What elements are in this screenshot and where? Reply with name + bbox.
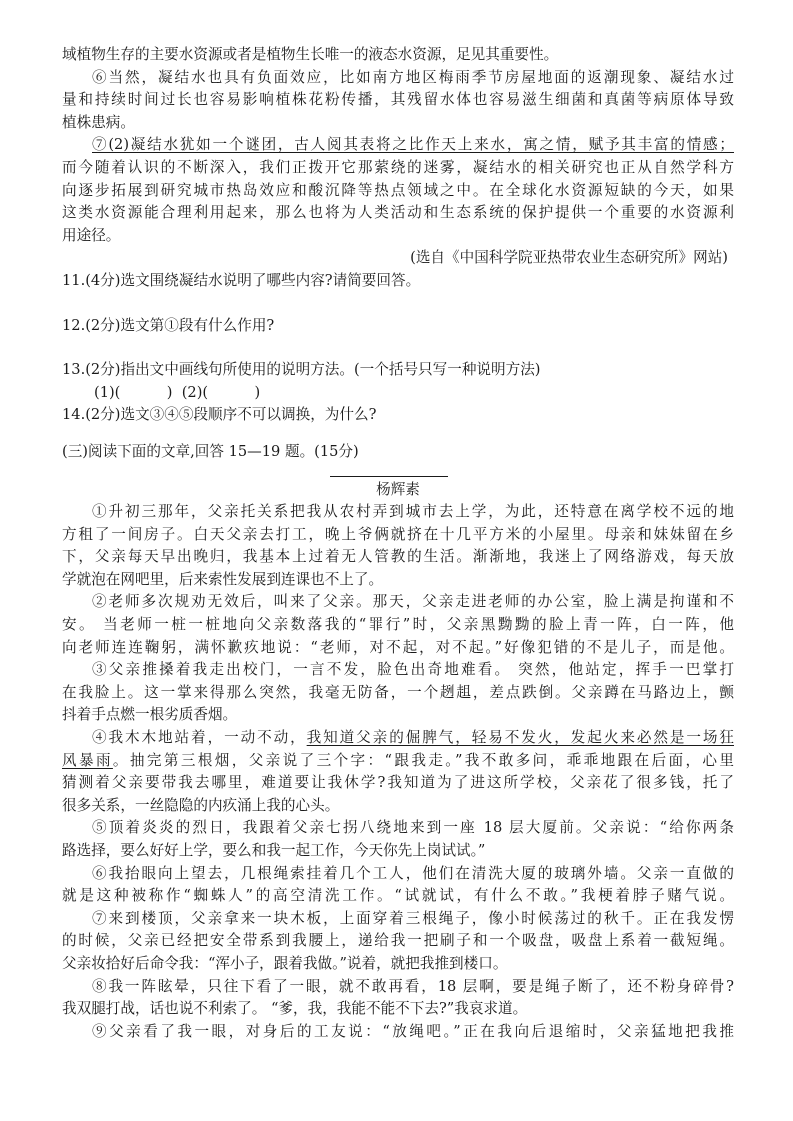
underlined-sentence: 我知道父亲的倔脾气，轻易不发火，发起火来必然是一场狂 xyxy=(306,729,734,747)
question-11: 11.(4分)选文围绕凝结水说明了哪些内容?请简要回答。 xyxy=(62,271,421,289)
story-line: ⑦来到楼顶，父亲拿来一块木板，上面穿着三根绳子，像小时候荡过的秋千。正在我发愣 xyxy=(92,909,734,927)
paragraph-7-line: 这类水资源能合理利用起来，那么也将为人类活动和生态系统的保护提供一个重要的水资源利 xyxy=(62,204,734,222)
question-14: 14.(2分)选文③④⑤段顺序不可以调换，为什么? xyxy=(62,406,377,424)
story-line: ③父亲推搡着我走出校门，一言不发，脸色出奇地难看。 突然，他站定，挥手一巴掌打 xyxy=(92,661,734,679)
story-line: ⑤顶着炎炎的烈日，我跟着父亲七拐八绕地来到一座 18 层大厦前。父亲说：“给你两条 xyxy=(92,819,734,837)
story-line: ⑧我一阵眩晕，只往下看了一眼，就不敢再看，18 层啊，要是绳子断了，还不粉身碎骨? xyxy=(92,977,734,995)
passage-line: 域植物生存的主要水资源或者是植物生长唯一的液态水资源，足见其重要性。 xyxy=(62,46,559,63)
section-3-heading: (三)阅读下面的文章,回答 15—19 题。(15分) xyxy=(62,442,359,460)
story-line: ②老师多次规劝无效后，叫来了父亲。那天，父亲走进老师的办公室，脸上满是拘谨和不 xyxy=(92,593,734,611)
document-page xyxy=(62,44,734,1043)
story-line: 学就泡在网吧里，后来索性发展到连课也不上了。 xyxy=(62,570,384,588)
author-name: 杨辉素 xyxy=(376,480,420,498)
paragraph-6-line: 量和持续时间过长也容易影响植株花粉传播，其残留水体也容易滋生细菌和真菌等病原体导致 xyxy=(62,91,734,109)
underlined-sentence: 风暴雨 xyxy=(62,751,113,769)
story-line: 下，父亲每天早出晚归，我基本上过着无人管教的生活。渐渐地，我迷上了网络游戏，每天放 xyxy=(62,548,734,566)
underlined-sentence: ⑦(2)凝结水犹如一个谜团，古人阅其表将之比作天上来水，寓之情，赋予其丰富的情感； xyxy=(92,136,734,154)
story-line: ⑥我抬眼向上望去，几根绳索挂着几个工人，他们在清洗大厦的玻璃外墙。父亲一直做的 xyxy=(92,864,734,882)
paragraph-7-line: 用途径。 xyxy=(62,226,121,244)
story-text: 。抽完第三根烟，父亲说了三个字：“跟我走。”我不敢多问，乖乖地跟在后面，心里 xyxy=(112,751,734,769)
story-line xyxy=(62,727,734,750)
story-line: ⑨父亲看了我一眼，对身后的工友说：“放绳吧。”正在我向后退缩时，父亲猛地把我推 xyxy=(92,1022,734,1040)
story-line: 很多关系，一丝隐隐的内疚涌上我的心头。 xyxy=(62,796,340,814)
story-line: 我双腿打战，话也说不利索了。 “爹，我，我能不能不下去?”我哀求道。 xyxy=(62,1000,528,1018)
story-line: ①升初三那年，父亲托关系把我从农村弄到城市去上学，为此，还特意在离学校不远的地 xyxy=(92,503,734,521)
story-line: 路选择，要么好好上学，要么和我一起工作，今天你先上岗试试。” xyxy=(62,842,486,859)
title-blank-line xyxy=(330,470,448,477)
source-citation: (选自《中国科学院亚热带农业生态研究所》网站) xyxy=(410,249,728,267)
story-line: 抖着手点燃一根劣质香烟。 xyxy=(62,706,238,724)
story-line: 方租了一间房子。白天父亲去打工，晚上爷俩就挤在十几平方米的小屋里。母亲和妹妹留在乡 xyxy=(62,525,734,543)
story-line: 猜测着父亲要带我去哪里，难道要让我休学?我知道为了进这所学校，父亲花了很多钱，托了 xyxy=(62,774,734,792)
question-13: 13.(2分)指出文中画线句所使用的说明方法。(一个括号只写一种说明方法) xyxy=(62,361,541,379)
story-line: 向老师连连鞠躬，满怀歉疚地说：“老师，对不起，对不起。”好像犯错的不是儿子，而是他。 xyxy=(62,638,734,656)
paragraph-6-line: ⑥当然，凝结水也具有负面效应，比如南方地区梅雨季节房屋地面的返潮现象、凝结水过 xyxy=(92,68,734,86)
story-line: 安。 当老师一桩一桩地向父亲数落我的“罪行”时，父亲黑黝黝的脸上青一阵，白一阵，他 xyxy=(62,616,734,634)
question-13-answer-blanks: (1)( ) (2)( ) xyxy=(94,383,261,401)
story-line: 在我脸上。这一掌来得那么突然，我毫无防备，一个趔趄，差点跌倒。父亲蹲在马路边上，颤 xyxy=(62,683,734,701)
paragraph-7-line: 向逐步拓展到研究城市热岛效应和酸沉降等热点领域之中。在全球化水资源短缺的今天，如果 xyxy=(62,181,734,199)
paragraph-6-line: 植株患病。 xyxy=(62,113,135,131)
paragraph-7-line xyxy=(62,134,734,157)
story-line: 父亲妆拾好后命令我：“浑小子，跟着我做。”说着，就把我推到楼口。 xyxy=(62,954,508,972)
story-line xyxy=(62,750,734,773)
story-line: 的时候，父亲已经把安全带系到我腰上，递给我一把刷子和一个吸盘，吸盘上系着一截短绳。 xyxy=(62,932,734,950)
story-line: 就是这种被称作“蜘蛛人”的高空清洗工作。“试就试，有什么不敢。”我梗着脖子赌气说。 xyxy=(62,887,734,905)
story-text: ④我木木地站着，一动不动， xyxy=(92,729,307,747)
paragraph-7-line: 而今随着认识的不断深入，我们正拨开它那萦绕的迷雾，凝结水的相关研究也正从自然学科方 xyxy=(62,158,734,176)
question-12: 12.(2分)选文第①段有什么作用? xyxy=(62,316,275,334)
